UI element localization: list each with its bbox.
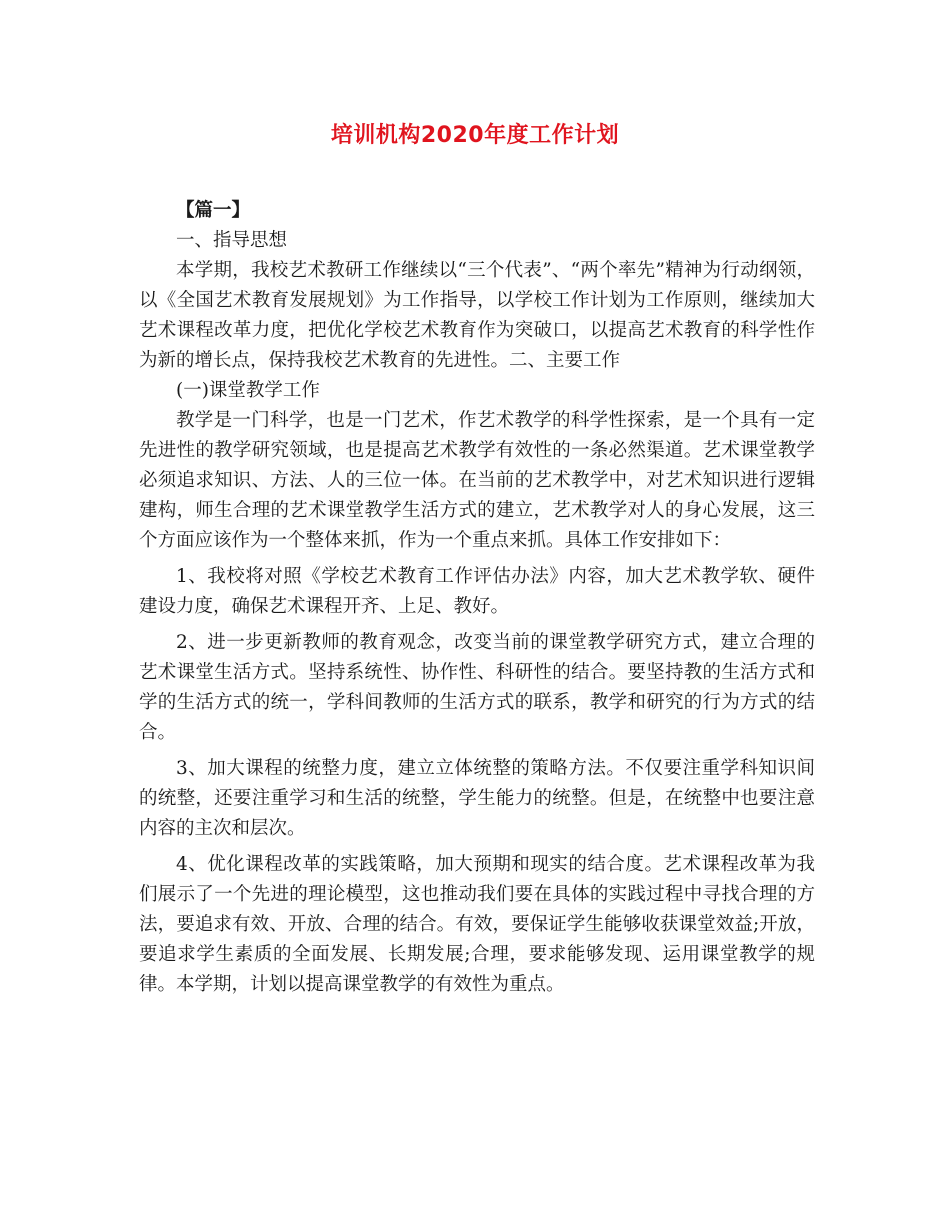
document-title: 培训机构2020年度工作计划: [330, 123, 620, 148]
section-tag: 【篇一】: [176, 200, 251, 221]
list-item-3: 3、加大课程的统整力度，建立立体统整的策略方法。不仅要注重学科知识间的统整，还要注重学习和生活的统整，学生能力的统整。但是，在统整中也要注意内容的主次和层次。: [139, 758, 815, 839]
document-body: [139, 196, 815, 1006]
paragraph-intro: 本学期，我校艺术教研工作继续以“三个代表”、“两个率先”精神为行动纲领，以《全国艺术教育发展规划》为工作指导，以学校工作计划为工作原则，继续加大艺术课程改革力度，把优化学校艺术教育作为突破口，以提高艺术教育的科学性作为新的增长点，保持我校艺术教育的先进性。二、主要工作: [139, 260, 815, 371]
list-item-1: 1、我校将对照《学校艺术教育工作评估办法》内容，加大艺术教学软、硬件建设力度，确保艺术课程开齐、上足、教好。: [139, 566, 815, 617]
list-item-2: 2、进一步更新教师的教育观念，改变当前的课堂教学研究方式，建立合理的艺术课堂生活方式。坚持系统性、协作性、科研性的结合。要坚持教的生活方式和学的生活方式的统一，学科间教师的生活方式的联系，教学和研究的行为方式的结合。: [139, 632, 815, 743]
paragraph-teaching: 教学是一门科学，也是一门艺术，作艺术教学的科学性探索，是一个具有一定先进性的教学研究领域，也是提高艺术教学有效性的一条必然渠道。艺术课堂教学必须追求知识、方法、人的三位一体。在当前的艺术教学中，对艺术知识进行逻辑建构，师生合理的艺术课堂教学生活方式的建立，艺术教学对人的身心发展，这三个方面应该作为一个整体来抓，作为一个重点来抓。具体工作安排如下：: [139, 410, 815, 551]
heading-guiding-ideology: 一、指导思想: [176, 230, 288, 251]
heading-classroom-teaching: (一)课堂教学工作: [176, 380, 320, 401]
list-item-4: 4、优化课程改革的实践策略，加大预期和现实的结合度。艺术课程改革为我们展示了一个先进的理论模型，这也推动我们要在具体的实践过程中寻找合理的方法，要追求有效、开放、合理的结合。有效，要保证学生能够收获课堂效益;开放，要追求学生素质的全面发展、长期发展;合理，要求能够发现、运用课堂教学的规律。本学期，计划以提高课堂教学的有效性为重点。: [139, 854, 815, 995]
